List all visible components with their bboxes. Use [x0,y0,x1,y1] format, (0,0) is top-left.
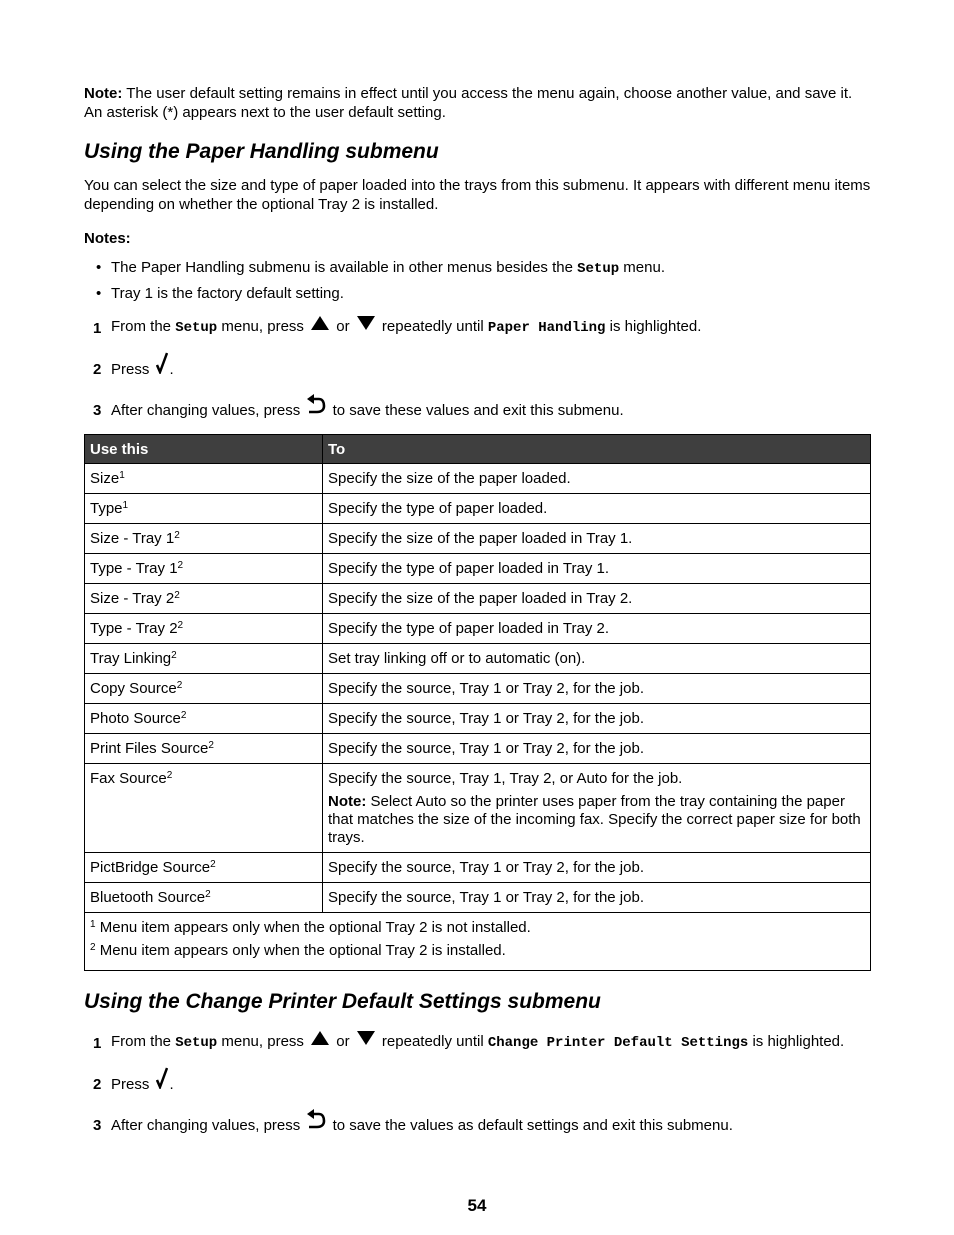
section-intro: You can select the size and type of paper loaded into the trays from this submenu. It appears with different menu items depending on whether the optional Tray 2 is installed. [84,177,871,213]
column-header-to: To [323,435,871,464]
step-number: 2 [93,1076,102,1093]
footnote-1: $^1$ Menu item appears only when the optional Tray 2 is not installed. [90,919,531,936]
table-row: Size$^1$ Specify the size of the paper loaded. [85,464,871,494]
setup-menu-code: Setup [577,261,620,277]
step-2 [84,1067,871,1094]
document-page [84,84,871,1149]
step-text: After changing values, press to save these values and exit this submenu. [111,393,624,420]
section-heading-change-defaults: Using the Change Printer Default Settings submenu [84,990,601,1013]
step-text: Press . [111,1067,174,1094]
page-number: 54 [467,1196,487,1215]
table-row: Type - Tray $1^2$ Specify the type of paper loaded in Tray 1. [85,554,871,584]
top-note [84,84,871,122]
footnote-2: $^2$ Menu item appears only when the optional Tray 2 is installed. [90,942,506,959]
back-arrow-icon [306,393,326,415]
top-note-label: Note: [84,85,123,102]
table-row: PictBridge Source$^2$ Specify the source, Tray 1 or Tray 2, for the job. [85,853,871,883]
list-item: • Tray 1 is the factory default setting. [84,284,871,303]
step-number: 3 [93,402,102,419]
table-row: Size - Tray $2^2$ Specify the size of the paper loaded in Tray 2. [85,584,871,614]
step-text: Press . [111,352,174,379]
table-footnotes [85,913,871,971]
step-text: From the Setup menu, press or repeatedly until Change Printer Default Settings is highlighted. [111,1030,844,1053]
down-arrow-icon [356,315,376,331]
step-1 [84,1030,871,1053]
up-arrow-icon [310,315,330,331]
paper-handling-table [84,434,871,971]
table-row: Copy Source$^2$ Specify the source, Tray 1 or Tray 2, for the job. [85,674,871,704]
step-text: From the Setup menu, press or repeatedly until Paper Handling is highlighted. [111,315,701,338]
table-row: Type - Tray $2^2$ Specify the type of paper loaded in Tray 2. [85,614,871,644]
table-row: Type$^1$ Specify the type of paper loaded. [85,494,871,524]
step-number: 1 [93,1035,102,1052]
column-header-use-this: Use this [85,435,323,464]
table-row: Print Files Source$^2$ Specify the source, Tray 1 or Tray 2, for the job. [85,734,871,764]
step-1 [84,315,871,338]
section-heading-paper-handling: Using the Paper Handling submenu [84,140,439,163]
step-text: After changing values, press to save the values as default settings and exit this submenu. [111,1108,733,1135]
checkmark-icon [156,1067,168,1089]
table-row: Photo Source$^2$ Specify the source, Tray 1 or Tray 2, for the job. [85,704,871,734]
table-row: Tray Linking$^2$ Set tray linking off or to automatic (on). [85,644,871,674]
step-2 [84,352,871,379]
down-arrow-icon [356,1030,376,1046]
up-arrow-icon [310,1030,330,1046]
step-number: 1 [93,320,102,337]
table-row: Fax Source$^2$ Specify the source, Tray 1, Tray 2, or Auto for the job. Note: Select Auto so the printer uses paper from the tray containing the paper that matches the size of the incoming fax. Specify the correct paper size for both trays. [85,764,871,853]
step-number: 2 [93,361,102,378]
notes-label: Notes: [84,230,131,247]
step-3 [84,1108,871,1135]
list-item: • The Paper Handling submenu is available in other menus besides the Setup menu. [84,258,871,279]
step-3 [84,393,871,420]
notes-list [84,258,871,303]
table-row: Bluetooth Source$^2$ Specify the source, Tray 1 or Tray 2, for the job. [85,883,871,913]
fax-source-note: Note: Select Auto so the printer uses paper from the tray containing the paper that matches the size of the incoming fax. Specify the correct paper size for both trays. [328,793,861,846]
back-arrow-icon [306,1108,326,1130]
top-note-text: The user default setting remains in effect until you access the menu again, choose another value, and save it. An asterisk (*) appears next to the user default setting. [84,85,853,121]
table-header-row [85,435,871,464]
checkmark-icon [156,352,168,374]
step-number: 3 [93,1117,102,1134]
table-row: Size - Tray $1^2$ Specify the size of the paper loaded in Tray 1. [85,524,871,554]
